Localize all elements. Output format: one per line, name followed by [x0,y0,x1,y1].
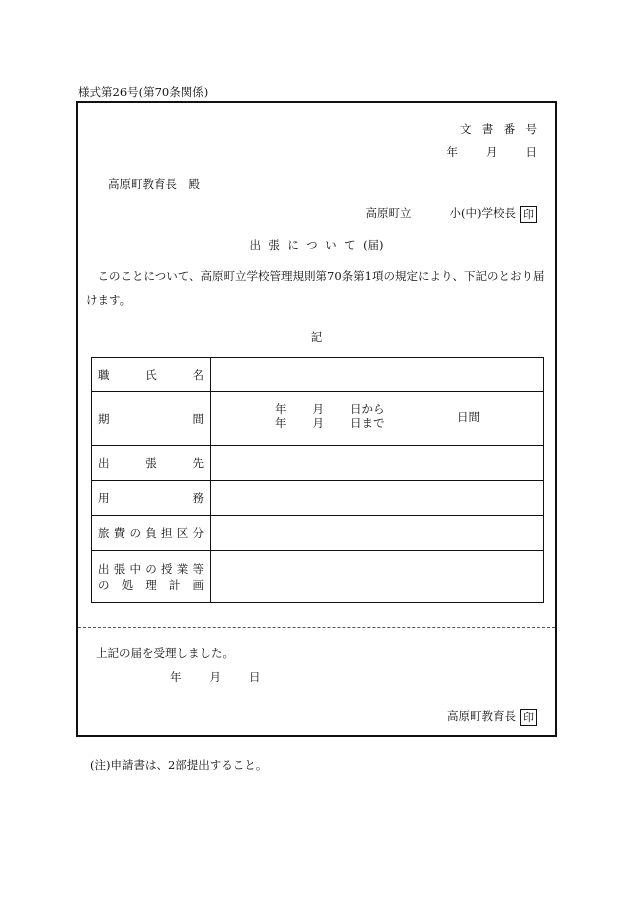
value-plan[interactable] [211,551,544,603]
label-name-text: 職 氏 名 [98,367,204,382]
title-main: 出張について [249,238,364,252]
detail-table [91,357,544,603]
period-from-year: 年 [275,402,287,416]
date-year: 年 [446,145,458,159]
dashed-divider [78,627,555,628]
period-to-suffix: 日まで [350,416,385,430]
document-number-label: 文書番号 [459,122,548,136]
value-destination[interactable] [211,446,544,481]
receipt-signer-name: 高原町教育長 [447,709,516,723]
document-date [447,144,538,160]
label-period: 期 間 [92,392,211,446]
receipt-day: 日 [249,670,261,684]
sender [366,205,537,223]
body-text: このことについて、高原町立学校管理規則第70条第1項の規定により、下記のとおり届けます。 [86,269,545,307]
receipt-month: 月 [209,670,221,684]
receipt-signer [447,708,537,726]
receipt-seal-stamp: 印 [520,709,537,726]
table-row [92,358,544,392]
label-expense: 旅 費 の 負 担 区 分 [92,516,211,551]
table-row [92,481,544,516]
title-suffix: (届) [363,238,384,252]
date-day: 日 [525,145,537,159]
label-business: 用 務 [92,481,211,516]
receipt-year: 年 [170,670,182,684]
label-destination: 出 張 先 [92,446,211,481]
form-title [78,237,555,253]
label-name [92,358,211,392]
table-row [92,516,544,551]
value-name[interactable] [211,358,544,392]
addressee: 高原町教育長 殿 [108,177,200,191]
form-number-label: 様式第26号(第70条関係) [78,85,209,99]
sender-town: 高原町立 [365,206,412,220]
receipt-text: 上記の届を受理しました。 [96,646,234,660]
value-business[interactable] [211,481,544,516]
notification-form [76,101,557,737]
label-plan: 出 張 中 の 授 業 等 の 処 理 計 画 [92,551,211,603]
footnote: (注)申請書は、2部提出すること。 [90,758,268,772]
table-row [92,551,544,603]
date-month: 月 [486,145,498,159]
period-from-suffix: 日から [350,402,385,416]
receipt-date [170,669,261,685]
period-to-month: 月 [312,416,324,430]
table-row [92,446,544,481]
period-days: 日間 [457,410,480,424]
value-period[interactable] [211,392,544,446]
table-row [92,392,544,446]
period-from-month: 月 [312,402,324,416]
period-lines [275,402,385,430]
seal-stamp: 印 [520,206,537,223]
sender-school: 小(中)学校長 [449,206,516,220]
ki-heading: 記 [310,330,323,344]
value-expense[interactable] [211,516,544,551]
period-to-year: 年 [275,416,287,430]
